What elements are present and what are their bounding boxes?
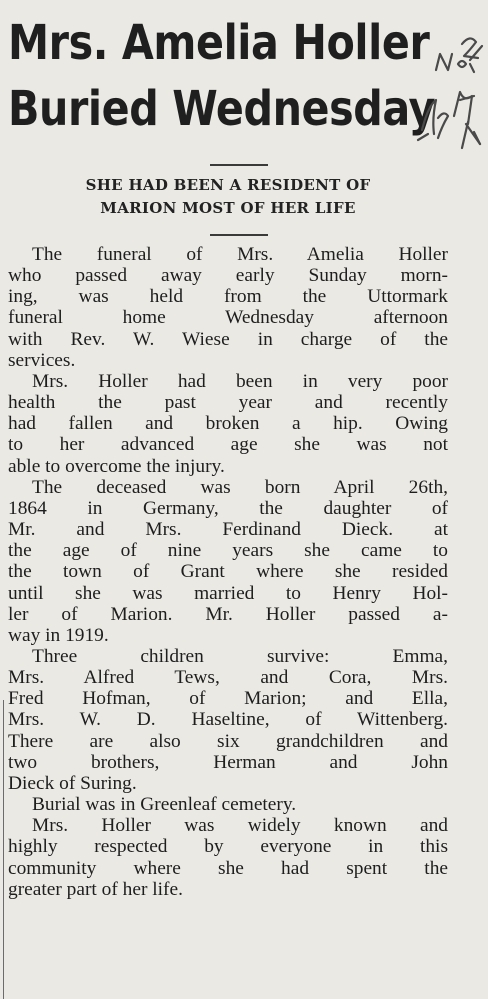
paragraph: [8, 815, 448, 900]
divider-rule-top: [210, 164, 268, 166]
paragraph: [8, 477, 448, 646]
divider-rule-bottom: [210, 234, 268, 236]
paragraph: [8, 794, 448, 815]
text-line: 1864 in Germany, the daughter of: [8, 497, 448, 519]
clipping-edge: [3, 700, 4, 999]
text-line: greater part of her life.: [8, 878, 183, 900]
headline-line-2: Buried Wednesday: [8, 81, 436, 137]
text-line: Mrs. W. D. Haseltine, of Wittenberg.: [8, 709, 448, 731]
text-line: way in 1919.: [8, 624, 109, 646]
subheadline: [0, 174, 456, 220]
paragraph: [8, 646, 448, 794]
text-line: Mrs. Holler had been in very poor: [32, 370, 448, 392]
text-line: two brothers, Herman and John: [8, 751, 448, 773]
article-body: [8, 244, 448, 900]
text-line: There are also six grandchildren and: [8, 730, 448, 752]
paragraph: [8, 244, 448, 371]
text-line: highly respected by everyone in this: [8, 836, 448, 858]
handwritten-date-scribble: [400, 20, 488, 170]
headline: [8, 10, 436, 142]
text-line: the town of Grant where she resided: [8, 561, 448, 583]
text-line: able to overcome the injury.: [8, 455, 225, 477]
text-line: services.: [8, 349, 76, 371]
text-line: Fred Hofman, of Marion; and Ella,: [8, 688, 448, 710]
text-line: who passed away early Sunday morn-: [8, 265, 448, 287]
text-line: until she was married to Henry Hol-: [8, 582, 448, 604]
paragraph: [8, 371, 448, 477]
text-line: the age of nine years she came to: [8, 540, 448, 562]
text-line: funeral home Wednesday afternoon: [8, 307, 448, 329]
headline-line-1: Mrs. Amelia Holler: [8, 15, 430, 71]
handwritten-date-note: [400, 20, 488, 170]
text-line: had fallen and broken a hip. Owing: [8, 413, 448, 435]
subheadline-line-2: MARION MOST OF HER LIFE: [100, 199, 356, 217]
text-line: Mrs. Alfred Tews, and Cora, Mrs.: [8, 667, 448, 689]
text-line: ler of Marion. Mr. Holler passed a-: [8, 603, 448, 625]
text-line: Three children survive: Emma,: [32, 645, 448, 667]
text-line: community where she had spent the: [8, 857, 448, 879]
text-line: health the past year and recently: [8, 392, 448, 414]
text-line: with Rev. W. Wiese in charge of the: [8, 328, 448, 350]
text-line: Burial was in Greenleaf cemetery.: [32, 794, 297, 816]
text-line: Mrs. Holler was widely known and: [32, 815, 448, 837]
text-line: The funeral of Mrs. Amelia Holler: [32, 244, 448, 265]
text-line: Dieck of Suring.: [8, 772, 137, 794]
subheadline-line-1: SHE HAD BEEN A RESIDENT OF: [85, 176, 371, 194]
text-line: to her advanced age she was not: [8, 434, 448, 456]
text-line: Mr. and Mrs. Ferdinand Dieck. at: [8, 519, 448, 541]
text-line: The deceased was born April 26th,: [32, 476, 448, 498]
text-line: ing, was held from the Uttormark: [8, 286, 448, 308]
